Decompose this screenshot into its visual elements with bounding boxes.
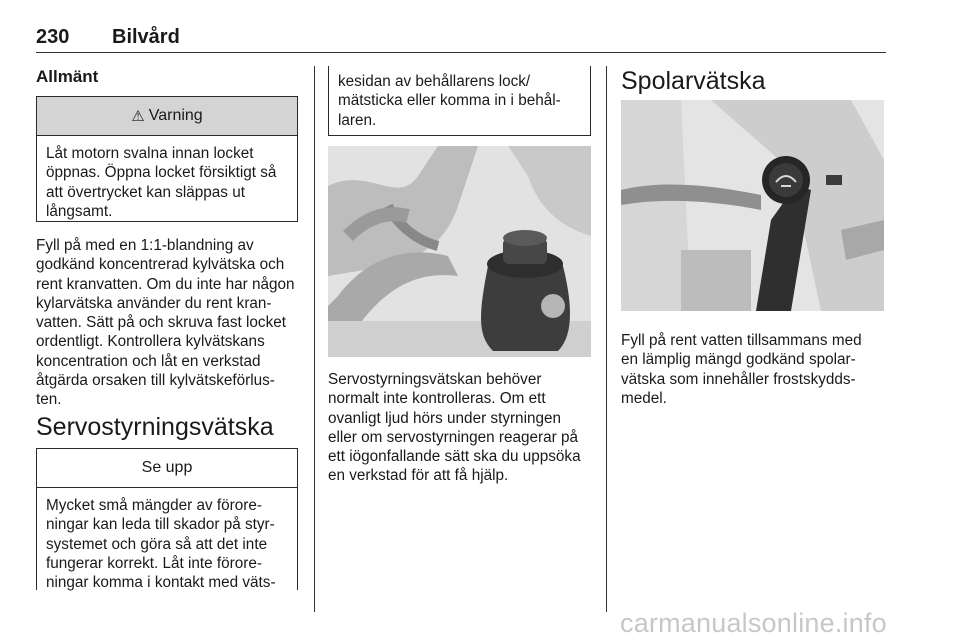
- coolant-paragraph: Fyll på med en 1:1-blandning av godkänd koncentrerad kylvätska och rent kranvatten. Om du inte har någon kylarvätska använder du rent kran- vatten. Sätt på och skruva fast locket ordentligt. Kontrollera kylvätskans koncentration och låt en verkstad åtgärda orsaken till kylvätskeförlus- ten.: [36, 237, 295, 409]
- section-title-washer-fluid: Spolarvätska: [621, 67, 766, 95]
- caution-box-header: Se upp: [37, 449, 297, 488]
- warning-box: [36, 96, 298, 222]
- warning-title: Varning: [148, 107, 203, 124]
- section-title-power-steering: Servostyrningsvätska: [36, 413, 274, 441]
- subheading-general: Allmänt: [36, 67, 99, 86]
- caution-box-continued: [328, 66, 591, 136]
- caution-text: Mycket små mängder av förore- ningar kan leda till skador på styr- systemet och göra så att det inte fungerar korrekt. Låt inte förore- ningar komma i kontakt med väts-: [46, 497, 276, 592]
- column-divider-1: [314, 66, 315, 612]
- warning-box-header: [37, 97, 297, 136]
- warning-triangle-icon: ⚠: [131, 108, 145, 125]
- column-divider-2: [606, 66, 607, 612]
- washer-fluid-reservoir-image: [621, 100, 884, 311]
- chapter-title: Bilvård: [112, 26, 180, 48]
- watermark: carmanualsonline.info: [620, 608, 887, 638]
- power-steering-paragraph: Servostyrningsvätskan behöver normalt inte kontrolleras. Om ett ovanligt ljud hörs under styrningen eller om servostyrningen reagerar på ett iögonfallande sätt ska du uppsöka en verkstad för att få hjälp.: [328, 371, 581, 485]
- caution-text-continued: kesidan av behållarens lock/ mätsticka eller komma in i behål- laren.: [338, 73, 561, 129]
- page-number: 230: [36, 26, 70, 48]
- warning-text: Låt motorn svalna innan locket öppnas. Öppna locket försiktigt så att övertrycket kan släppas ut långsamt.: [46, 145, 277, 220]
- header-divider: [36, 52, 886, 53]
- power-steering-reservoir-image: [328, 146, 591, 357]
- washer-fluid-paragraph: Fyll på rent vatten tillsammans med en lämplig mängd godkänd spolar- vätska som innehåller frostskydds- medel.: [621, 332, 862, 407]
- caution-box: [36, 448, 298, 590]
